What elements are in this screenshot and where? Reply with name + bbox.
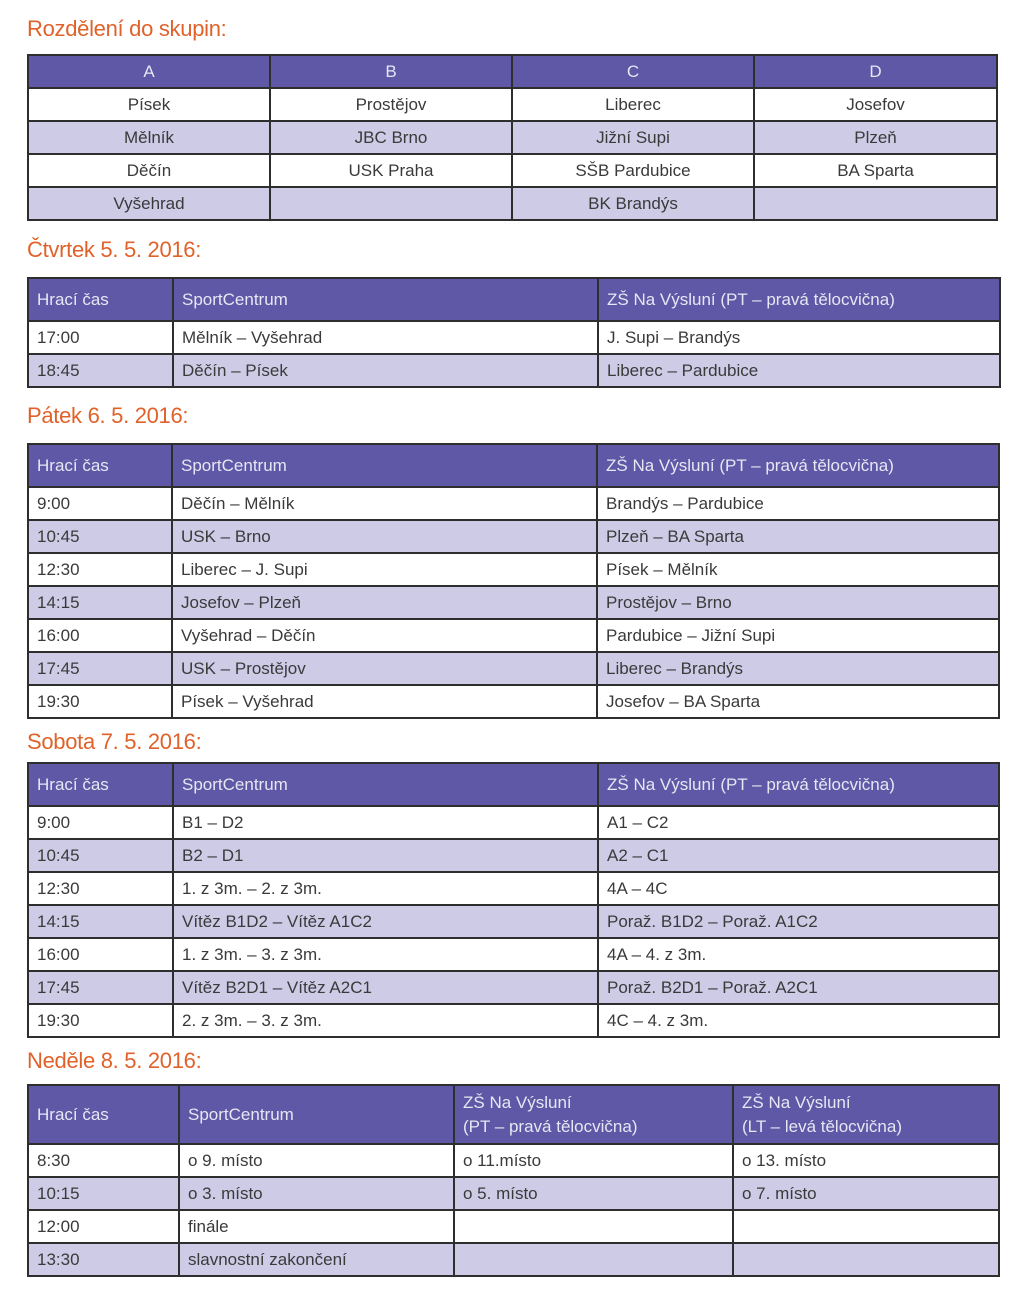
time-cell: 14:15	[28, 586, 172, 619]
header-sportcentrum: SportCentrum	[179, 1085, 454, 1144]
header-time: Hrací čas	[28, 444, 172, 487]
table-cell: Brandýs – Pardubice	[597, 487, 999, 520]
table-cell: Mělník	[28, 121, 270, 154]
table-row	[28, 553, 999, 586]
table-cell: Poraž. B2D1 – Poraž. A2C1	[598, 971, 999, 1004]
table-row	[28, 1210, 999, 1243]
table-cell: o 9. místo	[179, 1144, 454, 1177]
time-cell: 8:30	[28, 1144, 179, 1177]
table-row	[28, 154, 997, 187]
table-cell: BK Brandýs	[512, 187, 754, 220]
sunday-table	[27, 1084, 1000, 1277]
table-cell: o 7. místo	[733, 1177, 999, 1210]
table-cell: o 11.místo	[454, 1144, 733, 1177]
time-cell: 17:45	[28, 652, 172, 685]
table-cell: slavnostní zakončení	[179, 1243, 454, 1276]
table-cell: USK Praha	[270, 154, 512, 187]
time-cell: 18:45	[28, 354, 173, 387]
table-row	[28, 839, 999, 872]
time-cell: 10:15	[28, 1177, 179, 1210]
header-sportcentrum: SportCentrum	[172, 444, 597, 487]
time-cell: 12:30	[28, 872, 173, 905]
saturday-heading: Sobota 7. 5. 2016:	[27, 729, 202, 754]
table-cell	[733, 1243, 999, 1276]
table-cell: JBC Brno	[270, 121, 512, 154]
table-cell: Liberec – Brandýs	[597, 652, 999, 685]
table-row	[28, 520, 999, 553]
header-zs-pt: ZŠ Na Výsluní (PT – pravá tělocvična)	[597, 444, 999, 487]
table-row	[28, 354, 1000, 387]
table-cell	[270, 187, 512, 220]
table-cell: Děčín – Mělník	[172, 487, 597, 520]
time-cell: 12:30	[28, 553, 172, 586]
table-cell	[754, 187, 997, 220]
time-cell: 16:00	[28, 938, 173, 971]
table-cell	[733, 1210, 999, 1243]
group-header-c: C	[512, 55, 754, 88]
header-time: Hrací čas	[28, 763, 173, 806]
table-cell: Děčín	[28, 154, 270, 187]
table-cell: Liberec – J. Supi	[172, 553, 597, 586]
friday-table	[27, 443, 1000, 719]
table-row	[28, 619, 999, 652]
table-cell: Mělník – Vyšehrad	[173, 321, 598, 354]
table-cell: Prostějov	[270, 88, 512, 121]
time-cell: 12:00	[28, 1210, 179, 1243]
table-cell: o 5. místo	[454, 1177, 733, 1210]
table-row	[28, 685, 999, 718]
table-cell: Plzeň	[754, 121, 997, 154]
table-row	[28, 652, 999, 685]
header-time: Hrací čas	[28, 278, 173, 321]
groups-heading: Rozdělení do skupin:	[27, 16, 227, 41]
table-row	[28, 321, 1000, 354]
table-row	[28, 88, 997, 121]
table-cell: Josefov – Plzeň	[172, 586, 597, 619]
table-cell: 4A – 4. z 3m.	[598, 938, 999, 971]
table-cell: o 3. místo	[179, 1177, 454, 1210]
table-row	[28, 1004, 999, 1037]
table-cell: Poraž. B1D2 – Poraž. A1C2	[598, 905, 999, 938]
table-row	[28, 938, 999, 971]
table-cell: Vítěz B2D1 – Vítěz A2C1	[173, 971, 598, 1004]
table-row	[28, 806, 999, 839]
header-zs-pt: ZŠ Na Výsluní (PT – pravá tělocvična)	[598, 763, 999, 806]
table-cell: Vyšehrad	[28, 187, 270, 220]
table-cell: Vyšehrad – Děčín	[172, 619, 597, 652]
table-row	[28, 872, 999, 905]
table-cell: Liberec	[512, 88, 754, 121]
time-cell: 13:30	[28, 1243, 179, 1276]
table-row	[28, 487, 999, 520]
header-time: Hrací čas	[28, 1085, 179, 1144]
table-cell	[454, 1210, 733, 1243]
table-row	[28, 121, 997, 154]
table-row	[28, 905, 999, 938]
table-cell: BA Sparta	[754, 154, 997, 187]
table-row	[28, 187, 997, 220]
time-cell: 19:30	[28, 685, 172, 718]
table-cell: Liberec – Pardubice	[598, 354, 1000, 387]
table-row	[28, 1243, 999, 1276]
table-cell: 4A – 4C	[598, 872, 999, 905]
sunday-heading: Neděle 8. 5. 2016:	[27, 1048, 202, 1073]
header-zs-pt: ZŠ Na Výsluní (PT – pravá tělocvična)	[598, 278, 1000, 321]
table-cell: Josefov	[754, 88, 997, 121]
header-sportcentrum: SportCentrum	[173, 278, 598, 321]
table-cell: 4C – 4. z 3m.	[598, 1004, 999, 1037]
table-cell: SŠB Pardubice	[512, 154, 754, 187]
table-row	[28, 586, 999, 619]
table-cell: Děčín – Písek	[173, 354, 598, 387]
thursday-table	[27, 277, 1001, 388]
time-cell: 17:45	[28, 971, 173, 1004]
table-cell: J. Supi – Brandýs	[598, 321, 1000, 354]
table-cell: Vítěz B1D2 – Vítěz A1C2	[173, 905, 598, 938]
table-row	[28, 971, 999, 1004]
group-header-b: B	[270, 55, 512, 88]
table-cell: B1 – D2	[173, 806, 598, 839]
header-zs-lt: ZŠ Na Výsluní (LT – levá tělocvična)	[733, 1085, 999, 1144]
groups-table	[27, 54, 998, 221]
table-row	[28, 1144, 999, 1177]
header-zs-pt: ZŠ Na Výsluní (PT – pravá tělocvična)	[454, 1085, 733, 1144]
table-cell: 1. z 3m. – 2. z 3m.	[173, 872, 598, 905]
table-cell	[454, 1243, 733, 1276]
table-cell: A1 – C2	[598, 806, 999, 839]
table-cell: B2 – D1	[173, 839, 598, 872]
group-header-a: A	[28, 55, 270, 88]
header-sportcentrum: SportCentrum	[173, 763, 598, 806]
saturday-table	[27, 762, 1000, 1038]
time-cell: 14:15	[28, 905, 173, 938]
table-cell: Pardubice – Jižní Supi	[597, 619, 999, 652]
time-cell: 10:45	[28, 520, 172, 553]
table-cell: Prostějov – Brno	[597, 586, 999, 619]
time-cell: 9:00	[28, 487, 172, 520]
table-cell: USK – Prostějov	[172, 652, 597, 685]
table-cell: USK – Brno	[172, 520, 597, 553]
table-cell: Písek – Vyšehrad	[172, 685, 597, 718]
table-row	[28, 1177, 999, 1210]
time-cell: 19:30	[28, 1004, 173, 1037]
time-cell: 9:00	[28, 806, 173, 839]
table-cell: Plzeň – BA Sparta	[597, 520, 999, 553]
table-cell: Jižní Supi	[512, 121, 754, 154]
thursday-heading: Čtvrtek 5. 5. 2016:	[27, 237, 202, 262]
table-cell: 1. z 3m. – 3. z 3m.	[173, 938, 598, 971]
time-cell: 10:45	[28, 839, 173, 872]
table-cell: o 13. místo	[733, 1144, 999, 1177]
table-cell: finále	[179, 1210, 454, 1243]
table-cell: 2. z 3m. – 3. z 3m.	[173, 1004, 598, 1037]
table-cell: Písek – Mělník	[597, 553, 999, 586]
table-cell: Písek	[28, 88, 270, 121]
friday-heading: Pátek 6. 5. 2016:	[27, 403, 189, 428]
time-cell: 17:00	[28, 321, 173, 354]
time-cell: 16:00	[28, 619, 172, 652]
table-cell: Josefov – BA Sparta	[597, 685, 999, 718]
group-header-d: D	[754, 55, 997, 88]
table-cell: A2 – C1	[598, 839, 999, 872]
